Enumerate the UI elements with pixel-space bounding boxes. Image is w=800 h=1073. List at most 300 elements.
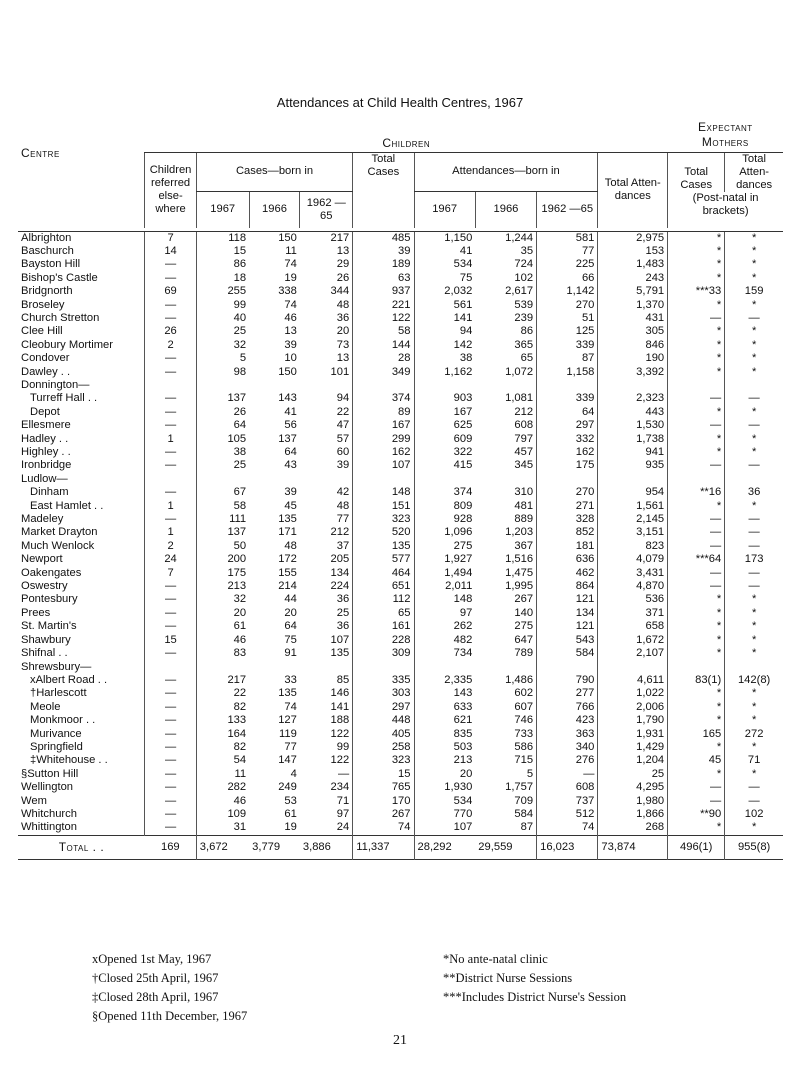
table-cell: 25 [196, 459, 249, 472]
centre-name: Monkmoor . . [30, 714, 96, 727]
centre-name: Meole [30, 700, 61, 713]
table-cell: 928 [414, 513, 475, 526]
table-cell: 224 [330, 580, 350, 593]
table-cell: 42 [336, 486, 350, 499]
centre-name: East Hamlet . . [30, 499, 104, 512]
table-cell: * [725, 500, 783, 513]
table-cell: 1 [145, 526, 196, 539]
table-cell: 165 [668, 728, 725, 741]
table-row [18, 687, 783, 700]
table-cell: * [725, 607, 783, 620]
table-cell: 214 [278, 580, 297, 593]
table-cell: * [668, 258, 725, 271]
table-cell [475, 661, 536, 674]
table-cell: 127 [278, 714, 297, 727]
table-cell: 45 [284, 499, 297, 512]
table-cell [300, 473, 353, 486]
table-cell: — [145, 607, 196, 620]
table-cell [145, 473, 196, 486]
centre-name: Wellington [21, 781, 74, 794]
table-cell: * [725, 647, 783, 660]
table-cell: — [537, 768, 598, 781]
table-cell: * [725, 741, 783, 754]
centre-name: Bayston Hill [21, 258, 81, 271]
table-cell: 140 [514, 606, 534, 619]
table-cell: 170 [353, 795, 414, 808]
table-cell [145, 661, 196, 674]
header-attend-1967: 1967 [414, 192, 475, 228]
table-cell: 33 [284, 673, 297, 686]
table-cell: * [725, 272, 783, 285]
table-row [18, 593, 783, 606]
centre-name: Much Wenlock [21, 539, 95, 552]
table-cell: * [668, 647, 725, 660]
table-cell: 243 [598, 272, 668, 285]
table-cell: 135 [278, 687, 297, 700]
table-body [18, 231, 783, 835]
table-cell: 99 [336, 740, 350, 753]
table-cell: 770 [414, 808, 475, 821]
table-cell: 102 [514, 271, 534, 284]
footnotes-left [92, 950, 247, 1026]
table-cell: 625 [414, 419, 475, 432]
table-cell: 835 [414, 728, 475, 741]
table-cell: 221 [353, 299, 414, 312]
table-cell: 15 [145, 634, 196, 647]
table-cell: 270 [537, 486, 598, 499]
table-cell: 462 [537, 567, 598, 580]
table-cell: 303 [353, 687, 414, 700]
table-cell: * [668, 500, 725, 513]
table-cell: 2,335 [414, 674, 475, 687]
table-cell: 61 [284, 807, 297, 820]
table-cell: 58 [353, 325, 414, 338]
table-cell: — [145, 674, 196, 687]
table-cell: 134 [537, 607, 598, 620]
table-cell: 97 [414, 607, 475, 620]
table-cell: 1,096 [414, 526, 475, 539]
table-row [18, 526, 783, 539]
table-cell: 28 [353, 352, 414, 365]
table-cell: 14 [145, 245, 196, 258]
table-cell: 1,203 [505, 526, 534, 539]
table-cell: 36 [336, 593, 350, 606]
table-cell: 581 [537, 231, 598, 245]
table-cell: 87 [520, 821, 534, 834]
table-cell: 66 [537, 272, 598, 285]
table-cell: 118 [196, 231, 249, 245]
table-cell: — [668, 392, 725, 405]
table-row [18, 567, 783, 580]
table-cell: 56 [284, 419, 297, 432]
table-cell: 345 [514, 459, 534, 472]
table-cell: 48 [336, 499, 350, 512]
page-title: Attendances at Child Health Centres, 1967 [276, 95, 524, 110]
table-cell: 71 [725, 754, 783, 767]
footnote: ‡Closed 28th April, 1967 [92, 990, 219, 1004]
table-row [18, 728, 783, 741]
table-cell: 135 [353, 540, 414, 553]
table-cell: 19 [284, 271, 297, 284]
table-cell [537, 661, 598, 674]
header-total-attendances: Total Atten- dances [598, 152, 668, 228]
table-cell: 5,791 [598, 285, 668, 298]
table-cell: 151 [353, 500, 414, 513]
table-cell: 846 [598, 339, 668, 352]
table-cell: 889 [514, 513, 534, 526]
table-cell: 146 [330, 687, 350, 700]
table-cell: 73 [336, 338, 350, 351]
table-cell: 1,494 [414, 567, 475, 580]
table-cell: 133 [196, 714, 249, 727]
table-cell: 43 [284, 459, 297, 472]
table-row [18, 701, 783, 714]
table-cell: 85 [336, 673, 350, 686]
table-cell: 823 [598, 540, 668, 553]
centre-name: Condover [21, 352, 70, 365]
table-cell: * [668, 687, 725, 700]
table-cell: 903 [414, 392, 475, 405]
table-cell: 98 [196, 366, 249, 379]
header-cases-1967: 1967 [196, 192, 249, 228]
table-cell [414, 379, 475, 392]
table-cell: * [725, 634, 783, 647]
table-cell: — [725, 580, 783, 593]
table-row [18, 741, 783, 754]
table-cell: — [145, 446, 196, 459]
table-row [18, 754, 783, 767]
table-cell: — [725, 526, 783, 539]
table-cell: — [668, 540, 725, 553]
table-cell: 561 [414, 299, 475, 312]
table-cell: 271 [537, 500, 598, 513]
table-cell: 737 [537, 795, 598, 808]
table-cell [725, 379, 783, 392]
table-cell: 175 [537, 459, 598, 472]
table-cell: 74 [284, 700, 297, 713]
table-cell: * [725, 593, 783, 606]
header-expectant: Expectant [698, 119, 753, 134]
table-cell: 167 [353, 419, 414, 432]
table-cell: — [668, 567, 725, 580]
table-cell [353, 661, 414, 674]
table-cell: — [668, 459, 725, 472]
table-cell: 25 [196, 325, 249, 338]
table-cell: 1,204 [598, 754, 668, 767]
table-cell: — [725, 781, 783, 794]
table-cell [300, 661, 353, 674]
table-cell: * [668, 406, 725, 419]
table-cell: 1,790 [598, 714, 668, 727]
centre-name: Shifnal . . [21, 647, 68, 660]
table-cell: 20 [196, 607, 249, 620]
table-cell: 212 [330, 526, 350, 539]
table-cell: 1,150 [414, 231, 475, 245]
table-cell: 22 [336, 405, 350, 418]
table-cell: 148 [414, 593, 475, 606]
table-cell: 74 [353, 821, 414, 835]
table-cell: 19 [284, 821, 297, 834]
centre-name: Broseley [21, 298, 65, 311]
table-cell: — [145, 392, 196, 405]
table-cell: 91 [284, 647, 297, 660]
table-cell: — [725, 419, 783, 432]
table-cell: * [668, 299, 725, 312]
table-cell: 188 [330, 714, 350, 727]
table-cell: 363 [537, 728, 598, 741]
table-cell: 2,145 [598, 513, 668, 526]
table-cell: 64 [284, 620, 297, 633]
table-cell [353, 473, 414, 486]
table-cell: 349 [353, 366, 414, 379]
table-cell: * [725, 701, 783, 714]
table-cell: 954 [598, 486, 668, 499]
table-cell: **16 [668, 486, 725, 499]
table-row [18, 366, 783, 379]
table-cell: 310 [514, 486, 534, 499]
table-cell: 543 [537, 634, 598, 647]
table-cell: 77 [284, 740, 297, 753]
table-cell: * [668, 821, 725, 835]
table-cell: 633 [414, 701, 475, 714]
table-cell: 4,870 [598, 580, 668, 593]
table-cell: — [145, 620, 196, 633]
table-cell: 75 [414, 272, 475, 285]
table-cell: 2,617 [505, 285, 534, 298]
table-cell: — [145, 795, 196, 808]
table-cell: 371 [598, 607, 668, 620]
table-cell: 190 [598, 352, 668, 365]
table-cell: — [668, 312, 725, 325]
table-row [18, 392, 783, 405]
table-cell: 26 [196, 406, 249, 419]
total-cell: 496(1) [668, 835, 725, 859]
table-row [18, 580, 783, 593]
page-number: 21 [393, 1033, 407, 1048]
table-cell: 4,295 [598, 781, 668, 794]
centre-name: Hadley . . [21, 432, 69, 445]
table-cell: 25 [598, 768, 668, 781]
table-cell: — [145, 486, 196, 499]
centre-name: Oakengates [21, 566, 82, 579]
table-cell: 374 [353, 392, 414, 405]
table-cell: * [725, 245, 783, 258]
centre-name: Pontesbury [21, 593, 78, 606]
table-cell: 423 [537, 714, 598, 727]
table-cell: 1,486 [505, 673, 534, 686]
footnote: ***Includes District Nurse's Session [443, 990, 627, 1004]
table-cell: — [725, 540, 783, 553]
table-cell: * [668, 593, 725, 606]
table-cell: 15 [353, 768, 414, 781]
centre-name: Oswestry [21, 580, 68, 593]
table-cell: * [668, 620, 725, 633]
table-row [18, 446, 783, 459]
table-cell: 485 [353, 231, 414, 245]
table-cell: 457 [514, 446, 534, 458]
table-cell: 340 [537, 741, 598, 754]
table-cell: — [145, 714, 196, 727]
table-cell: * [668, 768, 725, 781]
table-cell: 272 [725, 728, 783, 741]
table-cell: 323 [353, 754, 414, 767]
table-cell: 715 [514, 754, 534, 767]
table-cell: 137 [196, 526, 249, 539]
table-cell: 82 [196, 741, 249, 754]
table-cell: 790 [537, 674, 598, 687]
table-cell: 63 [353, 272, 414, 285]
table-row [18, 647, 783, 660]
table-cell: * [668, 607, 725, 620]
table-cell: 5 [526, 767, 534, 780]
table-cell: * [725, 433, 783, 446]
table-cell [475, 473, 536, 486]
table-cell: 36 [725, 486, 783, 499]
total-cell: 3,886 [302, 840, 331, 853]
table-cell: 1,561 [598, 500, 668, 513]
table-cell: 536 [598, 593, 668, 606]
table-cell: 97 [336, 807, 350, 820]
table-cell: 164 [196, 728, 249, 741]
table-cell: — [668, 513, 725, 526]
table-cell: 107 [414, 821, 475, 835]
table-cell: 305 [598, 325, 668, 338]
table-cell [353, 379, 414, 392]
table-cell: 121 [537, 620, 598, 633]
table-cell: 32 [196, 339, 249, 352]
centre-name: Shrewsbury— [21, 660, 92, 673]
table-cell: 94 [336, 392, 350, 405]
table-row [18, 406, 783, 419]
table-cell: 935 [598, 459, 668, 472]
table-cell: 7 [145, 567, 196, 580]
table-cell: * [668, 339, 725, 352]
table-cell: * [725, 366, 783, 379]
table-cell: 1,931 [598, 728, 668, 741]
table-cell: 539 [514, 298, 534, 311]
header-cases-1966: 1966 [249, 192, 300, 228]
table-row [18, 352, 783, 365]
table-cell [668, 473, 725, 486]
table-cell: — [145, 808, 196, 821]
table-cell: 137 [278, 432, 297, 445]
table-cell: **90 [668, 808, 725, 821]
table-cell: 852 [537, 526, 598, 539]
table-cell: — [668, 795, 725, 808]
table-cell: 36 [336, 620, 350, 633]
table-cell: 1,930 [414, 781, 475, 794]
table-cell: 38 [414, 352, 475, 365]
table-cell: 584 [537, 647, 598, 660]
table-row [18, 486, 783, 499]
table-cell: 162 [353, 446, 414, 459]
table-cell: 275 [514, 620, 534, 633]
table-cell: 577 [353, 553, 414, 566]
table-cell: * [725, 714, 783, 727]
table-cell: 586 [514, 740, 534, 753]
centre-name: Baschurch [21, 244, 74, 257]
table-cell [300, 379, 353, 392]
table-cell: 3,151 [598, 526, 668, 539]
table-cell: — [725, 392, 783, 405]
table-cell: 99 [196, 299, 249, 312]
table-cell: * [725, 446, 783, 459]
table-cell: 267 [353, 808, 414, 821]
table-cell: * [668, 231, 725, 245]
table-cell: 4,079 [598, 553, 668, 566]
table-row [18, 473, 783, 486]
table-cell [414, 661, 475, 674]
table-cell: 122 [330, 754, 350, 767]
table-cell: 50 [196, 540, 249, 553]
table-cell: 3,431 [598, 567, 668, 580]
table-cell: 941 [598, 446, 668, 459]
header-attend-1962-65: 1962 —65 [537, 192, 598, 228]
table-cell [725, 473, 783, 486]
total-cell: 28,292 [414, 835, 475, 859]
table-row [18, 433, 783, 446]
table-cell: 1,072 [505, 365, 534, 378]
table-cell: 137 [196, 392, 249, 405]
table-cell: — [668, 419, 725, 432]
table-cell: 125 [537, 325, 598, 338]
centre-name: Albrighton [21, 231, 72, 244]
table-cell: 789 [514, 647, 534, 660]
centre-name: Cleobury Mortimer [21, 338, 114, 351]
table-cell [249, 473, 300, 486]
table-cell: 262 [414, 620, 475, 633]
table-cell: * [668, 446, 725, 459]
table-cell: 339 [537, 339, 598, 352]
table-cell: 2 [145, 339, 196, 352]
table-cell: 69 [145, 285, 196, 298]
table-cell: — [145, 366, 196, 379]
table-cell: * [668, 272, 725, 285]
table-cell: 1,370 [598, 299, 668, 312]
table-cell [668, 379, 725, 392]
table-cell: 112 [353, 593, 414, 606]
table-cell: 1,927 [414, 553, 475, 566]
header-total-cases: Total Cases [353, 152, 414, 228]
header-cases-1962-65: 1962 —65 [300, 192, 353, 228]
table-row [18, 795, 783, 808]
table-cell: 228 [353, 634, 414, 647]
table-cell: 150 [278, 231, 297, 244]
table-cell: 277 [537, 687, 598, 700]
table-cell: 141 [330, 700, 350, 713]
header-centre: Centre [21, 146, 60, 161]
total-cell: 11,337 [353, 835, 414, 859]
table-cell: 143 [414, 687, 475, 700]
table-cell: 3,392 [598, 366, 668, 379]
table-cell: 46 [284, 311, 297, 324]
table-cell: 39 [284, 486, 297, 499]
total-cell: 29,559 [478, 840, 513, 853]
table-cell: 61 [196, 620, 249, 633]
total-cell: 955(8) [725, 835, 783, 859]
header-children: Children [145, 116, 668, 152]
table-cell: 733 [514, 727, 534, 740]
table-cell [249, 379, 300, 392]
table-cell [537, 379, 598, 392]
table-cell: 205 [330, 553, 350, 566]
table-cell: 171 [278, 526, 297, 539]
table-cell: 275 [414, 540, 475, 553]
table-cell: 282 [196, 781, 249, 794]
table-cell [145, 379, 196, 392]
header-mothers-total-attendances: Total Atten- dances [725, 152, 783, 192]
table-cell: 11 [196, 768, 249, 781]
